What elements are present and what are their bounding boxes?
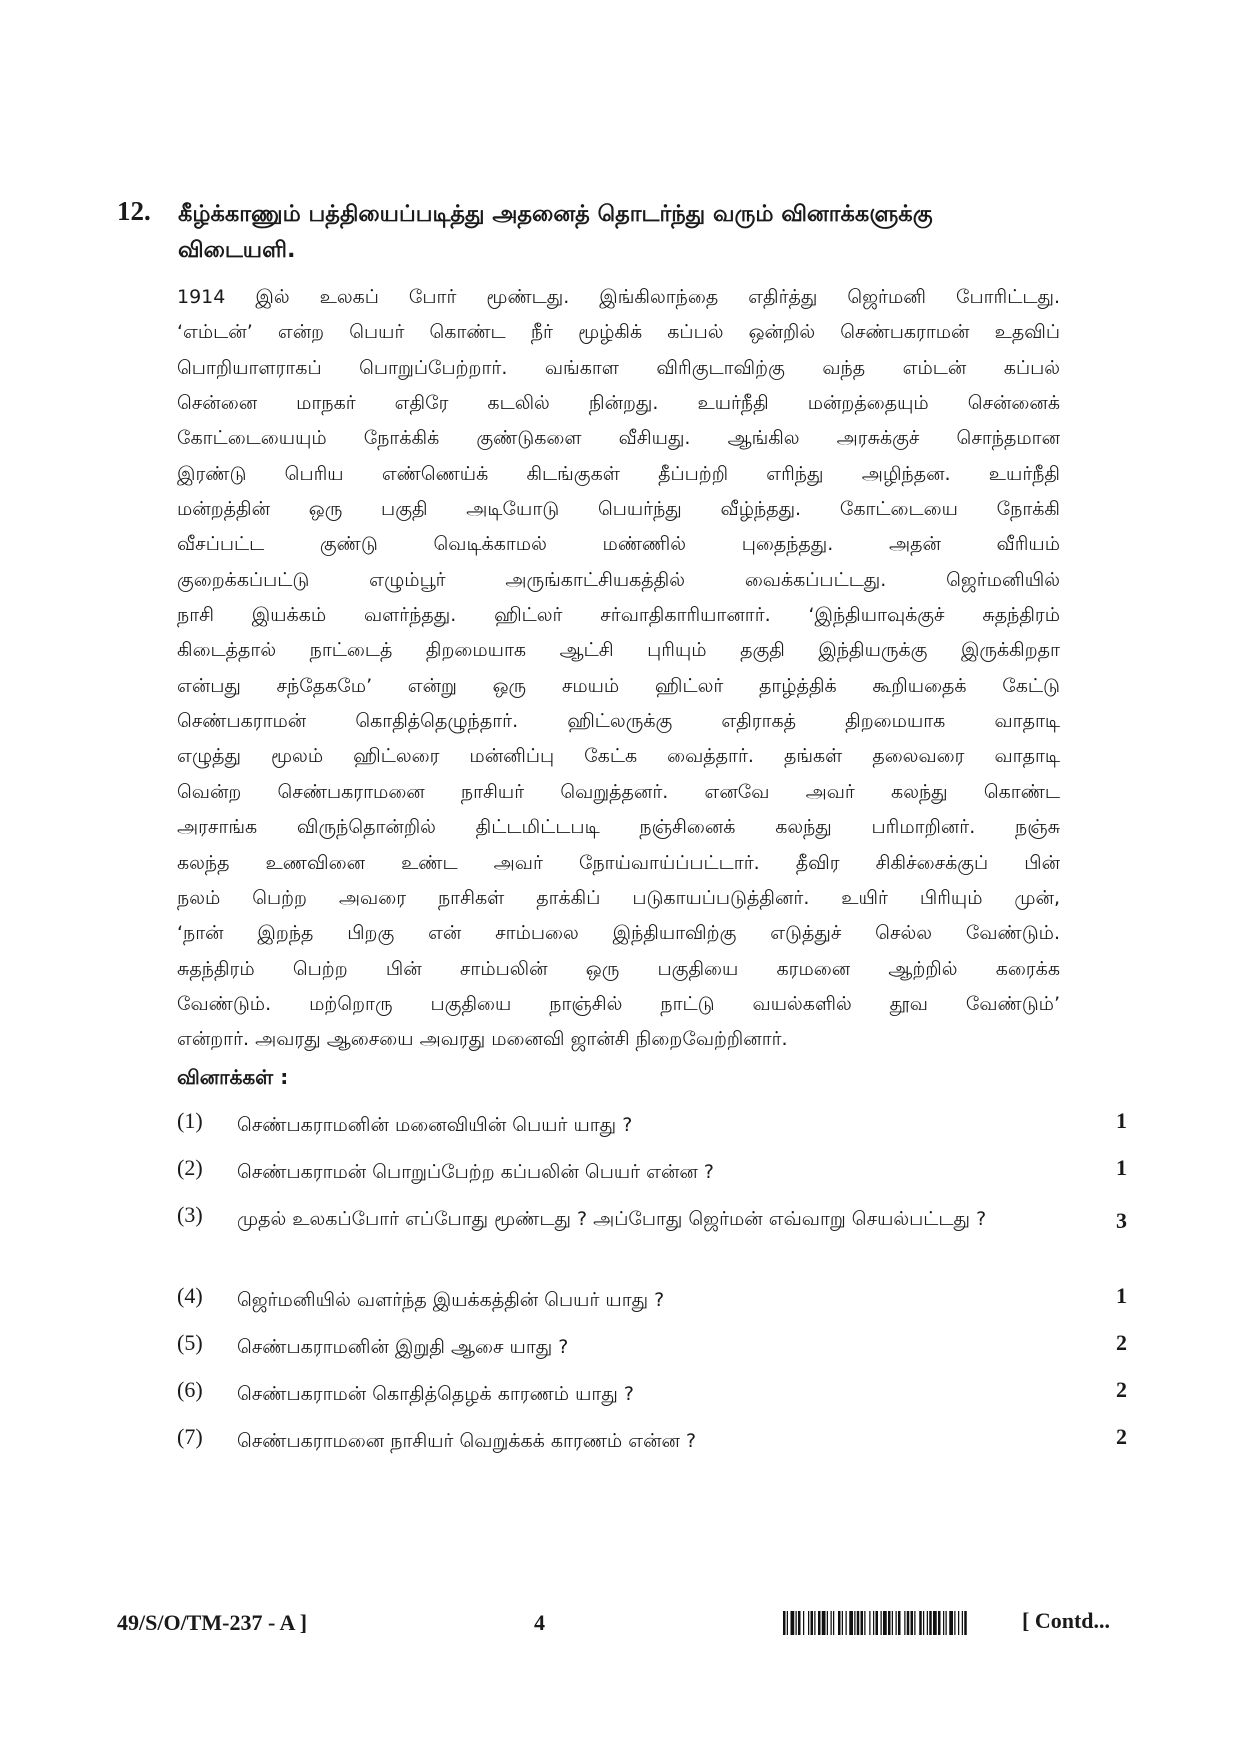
sub-question-marks: 1 [1116, 1283, 1127, 1308]
sub-question-number: (5) [177, 1330, 203, 1355]
sub-question-marks: 1 [1116, 1108, 1127, 1133]
passage [177, 280, 1060, 1058]
passage-line: பொறியாளராகப் பொறுப்பேற்றார். வங்காள விரிகுடாவிற்கு வந்த எம்டன் கப்பல் [177, 356, 1060, 379]
passage-line: செண்பகராமன் கொதித்தெழுந்தார். ஹிட்லருக்கு எதிராகத் திறமையாக வாதாடி [177, 710, 1060, 733]
barcode-bar [927, 1611, 928, 1635]
barcode-bar [791, 1611, 795, 1635]
barcode-bar [881, 1611, 882, 1635]
barcode-bar [907, 1611, 910, 1635]
barcode-bar [904, 1611, 905, 1635]
barcode-bar [811, 1611, 814, 1635]
passage-line: ‘எம்டன்’ என்ற பெயர் கொண்ட நீர் மூழ்கிக் கப்பல் ஒன்றில் செண்பகராமன் உதவிப் [177, 321, 1060, 344]
question-heading-line2: விடையளி. [178, 237, 296, 263]
sub-question-number: (2) [177, 1155, 203, 1180]
barcode-bar [833, 1611, 834, 1635]
barcode-bar [873, 1611, 874, 1635]
barcode-bar [842, 1611, 843, 1635]
barcode-bar [783, 1611, 786, 1635]
sub-question-number: (4) [177, 1283, 203, 1308]
sub-question-marks: 2 [1116, 1424, 1127, 1449]
barcode-bar [798, 1611, 801, 1635]
barcode-bar [938, 1611, 941, 1635]
barcode-bar [964, 1611, 967, 1635]
barcode-bar [911, 1611, 914, 1635]
barcode-bar [796, 1611, 797, 1635]
sub-question-marks: 2 [1116, 1377, 1127, 1402]
barcode-bar [869, 1611, 870, 1635]
sub-question-text: செண்பகராமன் கொதித்தெழக் காரணம் யாது ? [237, 1383, 634, 1405]
barcode-bar [876, 1611, 879, 1635]
passage-line: என்றார். அவரது ஆசையை அவரது மனைவி ஜான்சி நிறைவேற்றினார். [177, 1028, 788, 1051]
barcode-bar [933, 1611, 937, 1635]
sub-question-number: (6) [177, 1377, 203, 1402]
barcode-bar [849, 1611, 853, 1635]
sub-question-number: (1) [177, 1108, 203, 1133]
sub-question-text: செண்பகராமனை நாசியர் வெறுக்கக் காரணம் என்ன ? [237, 1430, 697, 1452]
barcode-bar [838, 1611, 841, 1635]
question-number: 12. [117, 196, 151, 226]
page-number: 4 [534, 1610, 545, 1635]
barcode-bar [864, 1611, 865, 1635]
sub-question-text: ஜெர்மனியில் வளர்ந்த இயக்கத்தின் பெயர் யாது ? [237, 1289, 665, 1311]
passage-line: ‘நான் இறந்த பிறகு என் சாம்பலை இந்தியாவிற்கு எடுத்துச் செல்ல வேண்டும். [177, 922, 1060, 945]
passage-line: எழுத்து மூலம் ஹிட்லரை மன்னிப்பு கேட்க வைத்தார். தங்கள் தலைவரை வாதாடி [177, 745, 1060, 768]
passage-line: நலம் பெற்ற அவரை நாசிகள் தாக்கிப் படுகாயப்படுத்தினர். உயிர் பிரியும் முன், [177, 886, 1060, 909]
sub-question-number: (7) [177, 1424, 203, 1449]
passage-line: சென்னை மாநகர் எதிரே கடலில் நின்றது. உயர்நீதி மன்றத்தையும் சென்னைக் [177, 392, 1060, 415]
sub-question-marks: 2 [1116, 1330, 1127, 1355]
barcode-bar [818, 1611, 821, 1635]
barcode-bar [888, 1611, 891, 1635]
passage-line: வேண்டும். மற்றொரு பகுதியை நாஞ்சில் நாட்டு வயல்களில் தூவ வேண்டும்’ [177, 992, 1060, 1015]
passage-line: வீசப்பட்ட குண்டு வெடிக்காமல் மண்ணில் புதைந்தது. அதன் வீரியம் [177, 533, 1060, 556]
barcode-bar [846, 1611, 847, 1635]
barcode-icon [783, 1611, 1016, 1635]
barcode-bar [923, 1611, 924, 1635]
barcode-bar [803, 1611, 804, 1635]
sub-question-text: செண்பகராமன் பொறுப்பேற்ற கப்பலின் பெயர் என்ன ? [237, 1161, 714, 1183]
barcode-bar [822, 1611, 826, 1635]
sub-question-number: (3) [177, 1202, 203, 1227]
barcode-bar [958, 1611, 959, 1635]
passage-line: 1914 இல் உலகப் போர் மூண்டது. இங்கிலாந்தை எதிர்த்து ஜெர்மனி போரிட்டது. [177, 286, 1060, 308]
passage-line: கோட்டையையும் நோக்கிக் குண்டுகளை வீசியது. ஆங்கில அரசுக்குச் சொந்தமான [177, 427, 1060, 450]
sub-question-text: செண்பகராமனின் மனைவியின் பெயர் யாது ? [237, 1114, 633, 1136]
passage-line: மன்றத்தின் ஒரு பகுதி அடியோடு பெயர்ந்து வீழ்ந்தது. கோட்டையை நோக்கி [177, 498, 1060, 521]
barcode-bar [943, 1611, 944, 1635]
barcode-bar [892, 1611, 893, 1635]
sub-question-marks: 3 [1116, 1208, 1127, 1233]
barcode-bar [883, 1611, 887, 1635]
barcode-bar [954, 1611, 955, 1635]
barcode-bar [831, 1611, 832, 1635]
passage-line: கலந்த உணவினை உண்ட அவர் நோய்வாய்ப்பட்டார். தீவிர சிகிச்சைக்குப் பின் [177, 851, 1060, 874]
barcode-bar [896, 1611, 897, 1635]
barcode-bar [929, 1611, 932, 1635]
barcode-bar [814, 1611, 815, 1635]
question-heading [178, 196, 1178, 268]
passage-line: குறைக்கப்பட்டு எழும்பூர் அருங்காட்சியகத்தில் வைக்கப்பட்டது. ஜெர்மனியில் [177, 568, 1060, 591]
passage-line: இரண்டு பெரிய எண்ணெய்க் கிடங்குகள் தீப்பற்றி எரிந்து அழிந்தன. உயர்நீதி [177, 462, 1060, 485]
passage-line: கிடைத்தால் நாட்டைத் திறமையாக ஆட்சி புரியும் தகுதி இந்தியருக்கு இருக்கிறதா [177, 639, 1060, 662]
question-heading-line1: கீழ்க்காணும் பத்தியைப்படித்து அதனைத் தொடர்ந்து வரும் வினாக்களுக்கு [178, 201, 933, 227]
passage-line: என்பது சந்தேகமே’ என்று ஒரு சமயம் ஹிட்லர் தாழ்த்திக் கூறியதைக் கேட்டு [177, 674, 1060, 697]
passage-line: அரசாங்க விருந்தொன்றில் திட்டமிட்டபடி நஞ்சினைக் கலந்து பரிமாறினர். நஞ்சு [177, 816, 1060, 839]
barcode-bar [946, 1611, 947, 1635]
paper-code: 49/S/O/TM-237 - A ] [117, 1610, 308, 1635]
sub-question-text: செண்பகராமனின் இறுதி ஆசை யாது ? [237, 1336, 569, 1358]
barcode-bar [949, 1611, 953, 1635]
continued-label: [ Contd... [1022, 1608, 1111, 1633]
questions-heading: வினாக்கள் : [177, 1065, 289, 1089]
barcode-bar [808, 1611, 809, 1635]
barcode-bar [962, 1611, 963, 1635]
passage-line: சுதந்திரம் பெற்ற பின் சாம்பலின் ஒரு பகுதியை கரமனை ஆற்றில் கரைக்க [177, 957, 1060, 980]
barcode-bar [861, 1611, 864, 1635]
passage-line: வென்ற செண்பகராமனை நாசியர் வெறுத்தனர். எனவே அவர் கலந்து கொண்ட [177, 780, 1060, 803]
barcode-bar [854, 1611, 855, 1635]
sub-question-text: முதல் உலகப்போர் எப்போது மூண்டது ? அப்போது ஜெர்மன் எவ்வாறு செயல்பட்டது ? [237, 1208, 987, 1230]
barcode-bar [898, 1611, 901, 1635]
barcode-bar [914, 1611, 915, 1635]
barcode-bar [857, 1611, 860, 1635]
barcode-bar [827, 1611, 828, 1635]
passage-line: நாசி இயக்கம் வளர்ந்தது. ஹிட்லர் சர்வாதிகாரியானார். ‘இந்தியாவுக்குச் சுதந்திரம் [177, 604, 1060, 627]
barcode-bar [787, 1611, 788, 1635]
sub-question-marks: 1 [1116, 1155, 1127, 1180]
barcode-bar [919, 1611, 922, 1635]
